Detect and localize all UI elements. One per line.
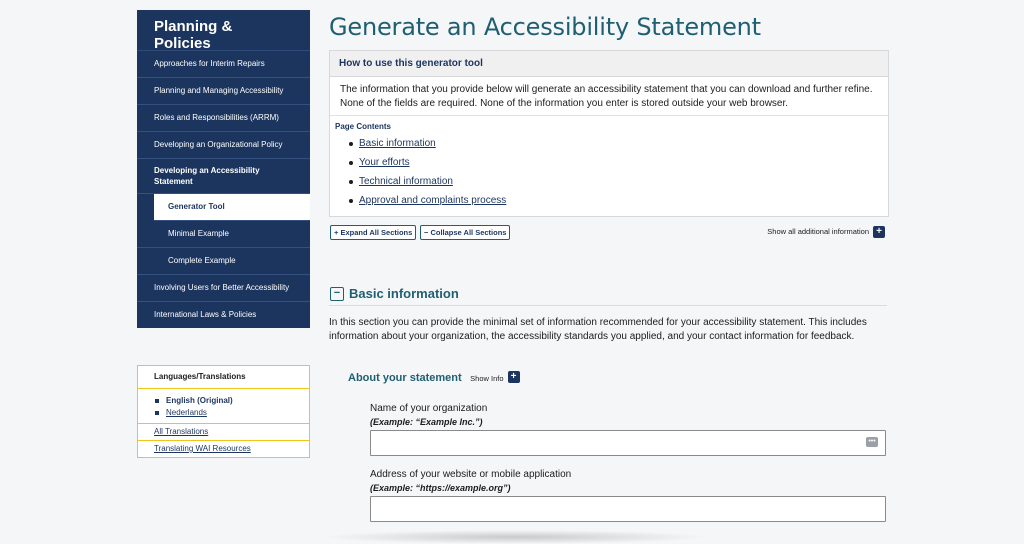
basic-info-description: In this section you can provide the minimal set of information recommended for your accessibility statement. This includes information about your organization, the accessibility standards you applied, and your contact information for feedback. <box>329 317 867 342</box>
website-address-input[interactable] <box>370 496 886 522</box>
sidebar-item-planning-managing[interactable]: Planning and Managing Accessibility <box>137 78 310 105</box>
show-info-label[interactable]: Show Info <box>470 374 504 383</box>
website-address-hint: (Example: “https://example.org”) <box>370 483 511 493</box>
page-contents-list <box>335 134 888 210</box>
howto-body: The information that you provide below will generate an accessibility statement that you can download and further refine. None of the fields are required. None of the information you enter is stored outside your web browser. <box>330 77 888 116</box>
show-all-info-label: Show all additional information <box>767 227 869 236</box>
collapse-all-button[interactable]: − Collapse All Sections <box>420 225 510 240</box>
howto-heading: How to use this generator tool <box>330 51 888 77</box>
howto-box <box>329 50 889 217</box>
toc-link-basic[interactable]: Basic information <box>359 138 436 149</box>
sidebar-title[interactable]: Planning & Policies <box>137 10 310 51</box>
plus-icon[interactable]: + <box>873 226 885 238</box>
expand-all-button[interactable]: + Expand All Sections <box>330 225 416 240</box>
page-contents-title: Page Contents <box>335 122 392 131</box>
language-english[interactable] <box>154 395 309 407</box>
toc-item-efforts[interactable] <box>349 153 888 172</box>
show-all-info[interactable] <box>767 225 885 239</box>
collapse-section-icon[interactable]: − <box>330 287 344 301</box>
about-statement-title: About your statement <box>348 372 462 384</box>
basic-info-header[interactable] <box>329 285 887 306</box>
translating-wai-link[interactable]: Translating WAI Resources <box>154 444 251 453</box>
toc-item-basic[interactable] <box>349 134 888 153</box>
language-nederlands-link[interactable]: Nederlands <box>166 408 207 417</box>
basic-info-title[interactable]: Basic information <box>349 286 459 301</box>
section-controls <box>329 225 887 241</box>
sidebar <box>137 10 310 458</box>
sidebar-item-org-policy[interactable]: Developing an Organizational Policy <box>137 132 310 159</box>
language-english-label[interactable]: English (Original) <box>166 396 233 405</box>
languages-list <box>138 389 309 424</box>
org-name-hint: (Example: “Example Inc.”) <box>370 417 483 427</box>
sidebar-item-involving-users[interactable]: Involving Users for Better Accessibility <box>137 275 310 302</box>
sidebar-item-interim-repairs[interactable]: Approaches for Interim Repairs <box>137 51 310 78</box>
sidebar-item-accessibility-statement[interactable]: Developing an Accessibility Statement <box>137 159 310 194</box>
languages-box <box>137 365 310 458</box>
language-nederlands[interactable] <box>154 407 309 419</box>
page-contents <box>330 116 888 216</box>
all-translations-link[interactable]: All Translations <box>138 424 309 441</box>
toc-item-technical[interactable] <box>349 172 888 191</box>
sidebar-item-minimal-example[interactable]: Minimal Example <box>137 221 310 248</box>
sidebar-nav <box>137 10 310 328</box>
about-statement-heading <box>348 368 520 384</box>
toc-item-approval[interactable] <box>349 191 888 210</box>
toc-link-technical[interactable]: Technical information <box>359 176 453 187</box>
sidebar-item-complete-example[interactable]: Complete Example <box>137 248 310 275</box>
website-address-label: Address of your website or mobile application <box>370 469 572 480</box>
show-info-plus-icon[interactable]: + <box>508 371 520 383</box>
bottom-shadow <box>320 530 710 544</box>
sidebar-item-laws-policies[interactable]: International Laws & Policies <box>154 310 257 319</box>
org-name-input[interactable] <box>370 430 886 456</box>
org-name-label: Name of your organization <box>370 403 488 414</box>
toc-link-approval[interactable]: Approval and complaints process <box>359 195 507 206</box>
sidebar-item-roles[interactable]: Roles and Responsibilities (ARRM) <box>137 105 310 132</box>
main-content <box>329 0 889 493</box>
page-title: Generate an Accessibility Statement <box>329 13 761 41</box>
toc-link-efforts[interactable]: Your efforts <box>359 157 410 168</box>
sidebar-item-generator-tool[interactable]: Generator Tool <box>154 194 310 221</box>
autofill-icon[interactable]: ••• <box>866 437 878 447</box>
languages-title: Languages/Translations <box>138 366 309 389</box>
